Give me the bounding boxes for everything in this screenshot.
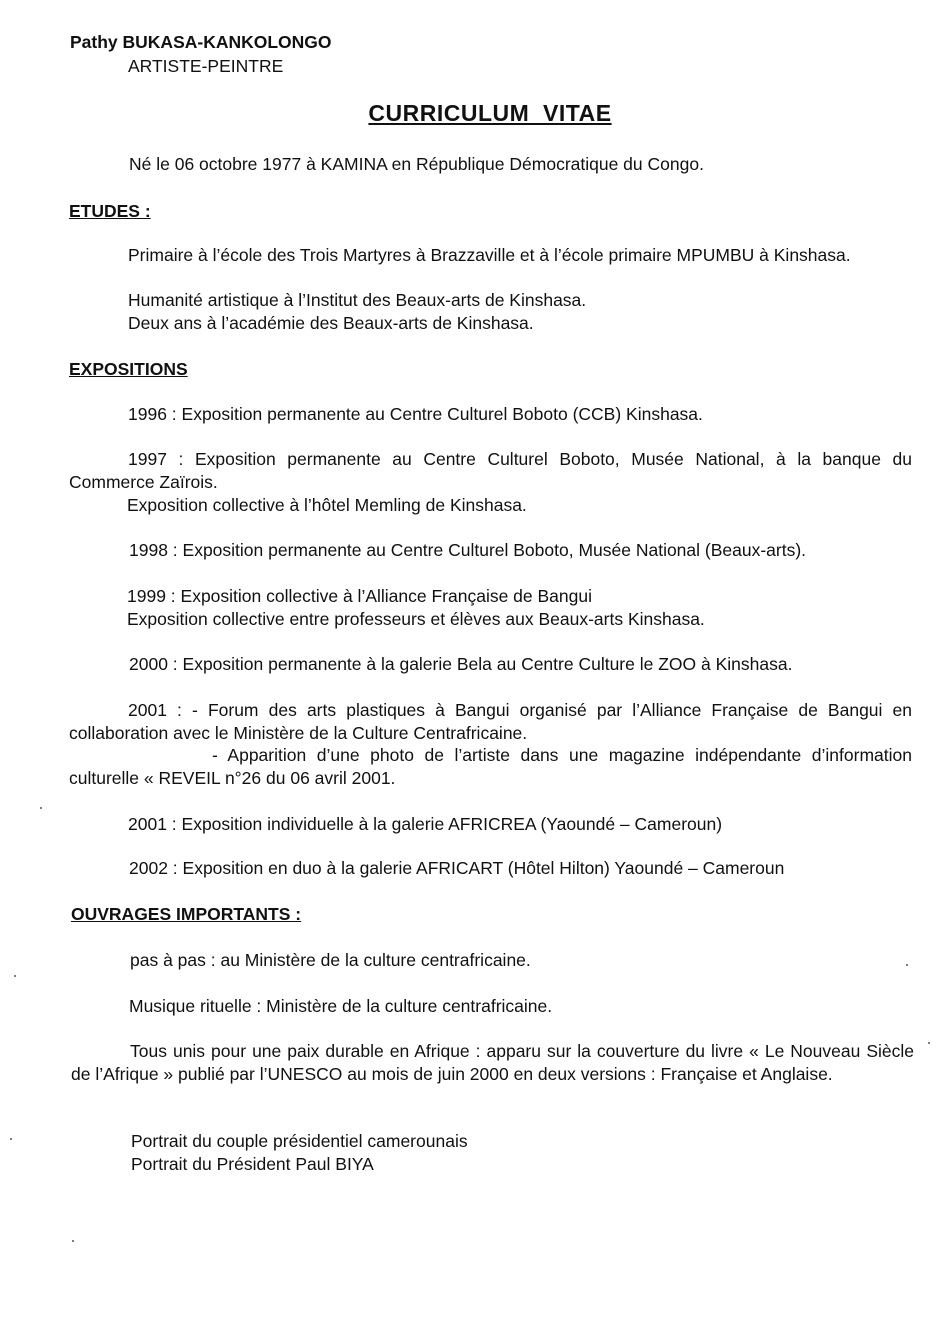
scan-speck [928,1042,930,1044]
artist-profession: ARTISTE-PEINTRE [128,56,284,76]
exposition-2001-forum: 2001 : - Forum des arts plastiques à Bangui organisé par l’Alliance Française de Bangui en collaboration avec le Ministère de la Culture Centrafricaine. [69,700,912,743]
exposition-2001-africrea: 2001 : Exposition individuelle à la galerie AFRICREA (Yaoundé – Cameroun) [128,814,723,834]
exposition-1997: 1997 : Exposition permanente au Centre Culturel Boboto, Musée National, à la banque du Commerce Zaïrois. [69,449,912,492]
etudes-item-primary: Primaire à l’école des Trois Martyres à Brazzaville et à l’école primaire MPUMBU à Kinshasa. [128,245,851,265]
ouvrage-tous-unis: Tous unis pour une paix durable en Afrique : apparu sur la couverture du livre « Le Nouveau Siècle de l’Afrique » publié par l’UNESCO au mois de juin 2000 en deux versions : Française et Anglaise. [71,1041,914,1084]
exposition-2000: 2000 : Exposition permanente à la galerie Bela au Centre Culture le ZOO à Kinshasa. [129,654,793,674]
document-title: CURRICULUM VITAE [368,100,612,126]
birth-line: Né le 06 octobre 1977 à KAMINA en République Démocratique du Congo. [129,154,704,174]
scan-speck [14,975,16,977]
ouvrage-musique-rituelle: Musique rituelle : Ministère de la culture centrafricaine. [129,996,553,1016]
ouvrage-portrait-couple: Portrait du couple présidentiel camerounais [131,1131,468,1151]
exposition-1997-memling: Exposition collective à l’hôtel Memling de Kinshasa. [127,495,527,515]
exposition-1999-professeurs: Exposition collective entre professeurs et élèves aux Beaux-arts Kinshasa. [127,609,705,629]
exposition-2002: 2002 : Exposition en duo à la galerie AFRICART (Hôtel Hilton) Yaoundé – Cameroun [129,858,785,878]
artist-name: Pathy BUKASA-KANKOLONGO [70,32,332,52]
expositions-heading: EXPOSITIONS [69,359,188,379]
etudes-item-academie: Deux ans à l’académie des Beaux-arts de Kinshasa. [128,313,534,333]
ouvrages-heading: OUVRAGES IMPORTANTS : [71,904,302,924]
scan-speck [906,964,908,966]
scan-speck [10,1138,12,1140]
exposition-1998: 1998 : Exposition permanente au Centre Culturel Boboto, Musée National (Beaux-arts). [129,540,807,560]
etudes-heading: ETUDES : [69,201,151,221]
ouvrage-pas-a-pas: pas à pas : au Ministère de la culture centrafricaine. [130,950,531,970]
etudes-item-humanite: Humanité artistique à l’Institut des Beaux-arts de Kinshasa. [128,290,587,310]
exposition-1999: 1999 : Exposition collective à l’Alliance Française de Bangui [127,586,592,606]
ouvrage-portrait-president: Portrait du Président Paul BIYA [131,1154,374,1174]
exposition-1996: 1996 : Exposition permanente au Centre Culturel Boboto (CCB) Kinshasa. [128,404,703,424]
scan-speck [72,1240,74,1242]
scan-speck [40,807,42,809]
exposition-2001-magazine: - Apparition d’une photo de l’artiste dans une magazine indépendante d’information culturelle « REVEIL n°26 du 06 avril 2001. [69,745,912,788]
